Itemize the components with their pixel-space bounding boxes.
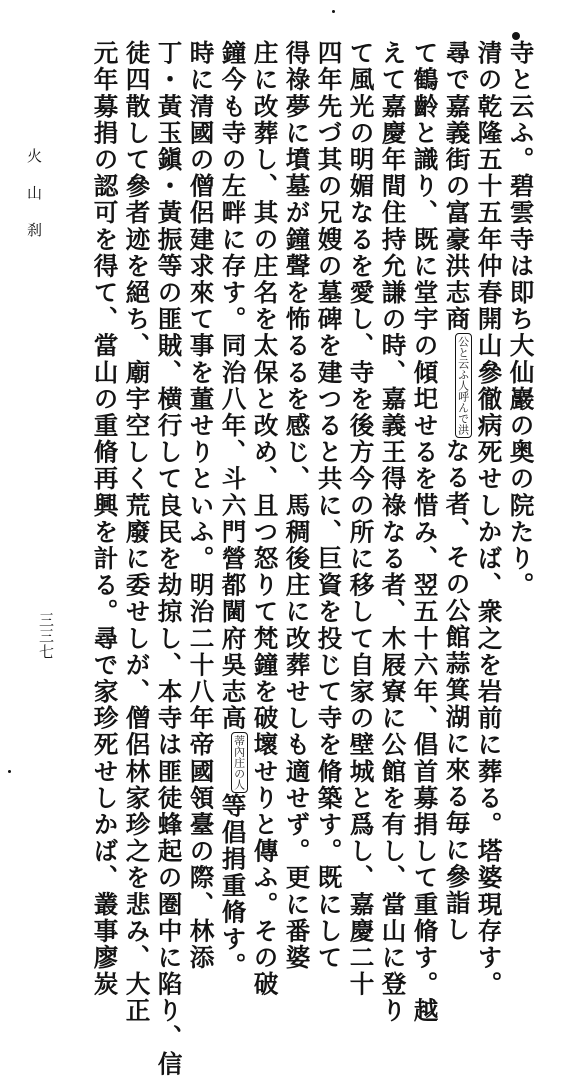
text-column-3-lead: 尋で嘉義街の富豪洪志商 — [442, 40, 472, 333]
text-column-4: て鶴齡と識り、既に堂宇の傾圯せるを惜み、翌五十六年、倡首募捐して重脩す。越 — [410, 40, 440, 1025]
text-column-2: 清の乾隆五十五年仲春開山參徹病死せしかば、衆之を岩前に葬る。塔婆現存す。 — [474, 40, 504, 998]
text-column-11: 時に清國の僧侶建求來て事を董せりといふ。明治二十八年帝國領臺の際、林添 — [186, 40, 216, 971]
page-number: 三三七 — [37, 612, 55, 660]
print-speck — [8, 770, 11, 773]
text-column-3 — [444, 40, 472, 943]
running-head: 火山刹 — [25, 148, 43, 259]
inline-annotation-left: 公と云ふ — [456, 335, 470, 380]
print-speck — [332, 10, 335, 13]
text-column-14: 元年募捐の認可を得て、當山の重脩再興を計る。尋で家珍死せしかば、叢事廖炭 — [90, 40, 120, 998]
inline-annotation-right: 庄の人 — [232, 756, 246, 790]
text-column-10 — [220, 40, 248, 979]
text-column-10-lead: 鐘今も寺の左畔に存す。同治八年、斗六門營都閫府吳志高 — [218, 40, 248, 732]
text-column-9: 庄に改葬し、其の庄名を太保と改め、且つ怒りて梵鐘を破壞せりと傳ふ。その破 — [250, 40, 280, 998]
text-column-7: 四年先づ其の兄嫂の墓碑を建つると共に、巨資を投じて寺を脩築す。既にして — [314, 40, 344, 971]
text-column-13: 徒四散して參者迹を絕ち、廟宇空しく荒廢に委せしが、僧侶林家珍之を悲み、大正 — [122, 40, 152, 1025]
text-column-12: 丁・黃玉鎭・黃振等の匪賊、横行して良民を劫掠し、本寺は匪徒蜂起の圏中に陷り、信 — [154, 40, 184, 1077]
text-column-5: えて嘉慶年間住持允謙の時、嘉義王得祿なる者、木屐寮に公館を有し、當山に登り — [378, 40, 408, 1025]
text-column-3-tail: なる者、その公館蒜箕湖に來る毎に參詣し — [442, 437, 472, 944]
inline-annotation-left: 蒂內 — [232, 734, 246, 757]
column-marker-dot — [512, 32, 520, 40]
text-column-6: て風光の明媚なるを愛し、寺を後方今の所に移して自家の壁城と爲し、嘉慶二十 — [346, 40, 376, 998]
inline-annotation — [231, 732, 248, 793]
text-column-8: 得祿夢に墳墓が鐘聲を怖るるを感じ、馬稠後庄に改葬せしも適せず。更に番婆 — [282, 40, 312, 971]
text-column-1: 寺と云ふ。碧雲寺は即ち大仙巖の奥の院たり。 — [506, 40, 536, 599]
text-column-10-tail: 等倡捐重脩す。 — [218, 792, 248, 979]
inline-annotation — [455, 333, 472, 438]
inline-annotation-right: 人呼んで洪 — [456, 379, 470, 435]
